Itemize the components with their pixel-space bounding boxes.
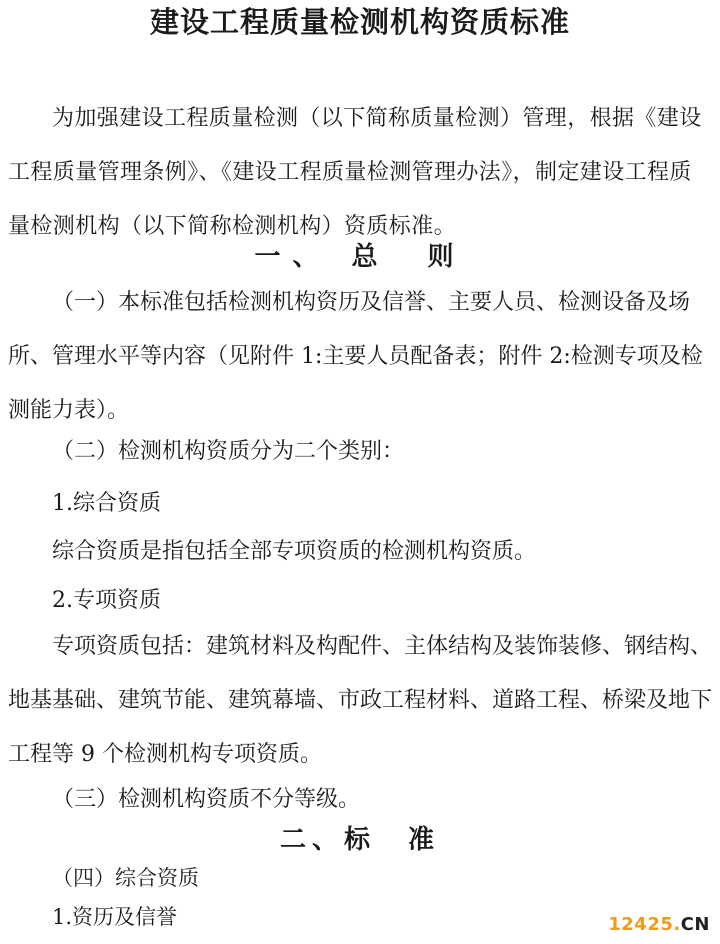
subsection-comprehensive: （四）综合资质 [52,866,199,890]
subitem-history-reputation: 1.资历及信誉 [52,905,178,929]
paragraph-categories: （二）检测机构资质分为二个类别： [52,439,405,464]
site-watermark-logo [608,914,710,936]
watermark-tld: CN [680,914,710,935]
paragraph-comprehensive-definition: 综合资质是指包括全部专项资质的检测机构资质。 [52,539,537,564]
document-title: 建设工程质量检测机构资质标准 [149,5,570,39]
paragraph-no-grades: （三）检测机构资质不分等级。 [52,787,361,812]
list-item-special: 2.专项资质 [52,588,161,613]
paragraph-special-definition: 专项资质包括：建筑材料及构配件、主体结构及装饰装修、钢结构、地基基础、建筑节能、建筑幕墙、市政工程材料、道路工程、桥梁及地下工程等 9 个检测机构专项资质。 [8,634,713,767]
watermark-number: 12425 [608,914,674,935]
section-heading-general: 一、 总 则 [254,242,466,272]
section-heading-standards: 二、标 准 [279,825,440,855]
list-item-comprehensive: 1.综合资质 [52,491,161,516]
paragraph-scope: （一）本标准包括检测机构资历及信誉、主要人员、检测设备及场所、管理水平等内容（见附件 1:主要人员配备表；附件 2:检测专项及检测能力表）。 [8,290,703,423]
intro-paragraph: 为加强建设工程质量检测（以下简称质量检测）管理，根据《建设工程质量管理条例》、《建设工程质量检测管理办法》，制定建设工程质量检测机构（以下简称检测机构）资质标准。 [8,106,702,239]
watermark-dot: . [673,914,681,935]
